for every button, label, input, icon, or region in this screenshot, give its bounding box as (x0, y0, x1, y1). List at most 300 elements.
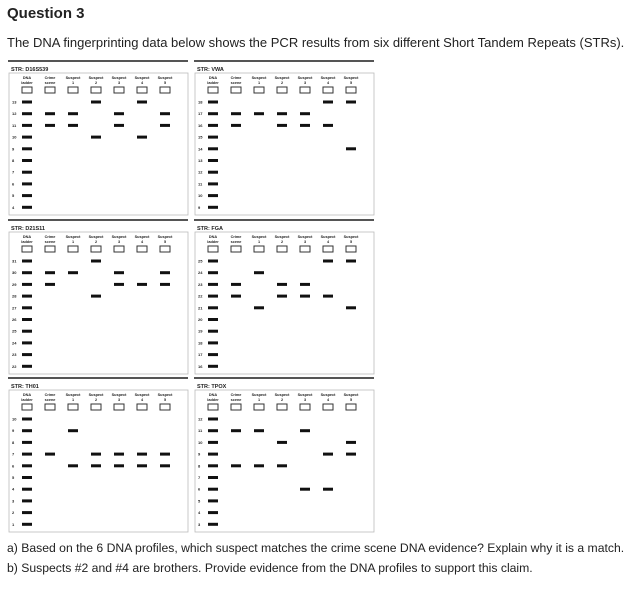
column-header: scene (230, 81, 242, 85)
ladder-band (208, 330, 218, 333)
sample-band (91, 260, 101, 263)
column-header: 5 (349, 398, 353, 402)
ladder-band (208, 429, 218, 432)
gel-well (254, 404, 264, 410)
column-header: Crime (44, 235, 56, 239)
question-a: a) Based on the 6 DNA profiles, which suspect matches the crime scene DNA evidence? Explain why it is a match. (7, 541, 625, 555)
ladder-band (22, 353, 32, 356)
ladder-band (208, 124, 218, 127)
column-header: 1 (257, 81, 261, 85)
column-header: Suspect (320, 235, 336, 239)
ladder-size-label: 17 (198, 111, 203, 117)
ladder-band (22, 488, 32, 491)
sample-band (231, 429, 241, 432)
sample-band (137, 136, 147, 139)
sample-band (277, 283, 287, 286)
gel-well (208, 404, 218, 410)
column-header: 2 (280, 398, 284, 402)
column-header: Suspect (134, 393, 150, 397)
panel-frame (9, 73, 188, 215)
panel-title: STR: VWA (197, 67, 224, 73)
sample-band (137, 453, 147, 456)
column-header: 4 (326, 398, 330, 402)
sample-band (114, 464, 124, 467)
ladder-band (208, 136, 218, 139)
ladder-size-label: 7 (198, 475, 201, 480)
sample-band (346, 101, 356, 104)
column-header: ladder (207, 240, 219, 244)
sample-band (68, 271, 78, 274)
sample-band (160, 453, 170, 456)
ladder-size-label: 13 (12, 99, 17, 105)
gel-well (277, 246, 287, 252)
gel-well (114, 87, 124, 93)
gel-well (231, 246, 241, 252)
column-header: 3 (303, 81, 307, 85)
sample-band (160, 464, 170, 467)
panel-title: STR: FGA (197, 226, 223, 232)
ladder-size-label: 11 (198, 428, 203, 434)
gel-well (91, 246, 101, 252)
ladder-size-label: 14 (198, 146, 203, 152)
panel-title: STR: D21S11 (11, 226, 45, 232)
column-header: Suspect (88, 235, 104, 239)
sample-band (160, 283, 170, 286)
sample-band (45, 271, 55, 274)
column-header: Suspect (251, 393, 267, 397)
gel-well (323, 246, 333, 252)
column-header: 2 (94, 398, 98, 402)
sample-band (277, 464, 287, 467)
ladder-size-label: 6 (12, 181, 15, 187)
ladder-size-label: 25 (12, 328, 17, 334)
gel-panel (8, 378, 188, 532)
ladder-band (208, 464, 218, 467)
ladder-band (208, 353, 218, 356)
ladder-band (208, 159, 218, 162)
column-header: 1 (71, 240, 75, 244)
gel-well (68, 87, 78, 93)
ladder-band (22, 429, 32, 432)
gel-well (208, 246, 218, 252)
ladder-band (22, 318, 32, 321)
ladder-size-label: 13 (198, 158, 203, 163)
ladder-size-label: 7 (12, 169, 15, 175)
column-header: 2 (280, 240, 284, 244)
column-header: 3 (117, 240, 121, 244)
column-header: Suspect (251, 76, 267, 80)
column-header: 2 (280, 81, 284, 85)
gel-well (323, 404, 333, 410)
column-header: 5 (163, 81, 167, 85)
gel-well (323, 87, 333, 93)
ladder-band (208, 418, 218, 421)
gel-well (346, 404, 356, 410)
ladder-size-label: 12 (12, 111, 17, 117)
gel-well (277, 87, 287, 93)
gel-well (22, 246, 32, 252)
gel-panel (194, 220, 374, 374)
ladder-band (22, 159, 32, 162)
gel-well (137, 246, 147, 252)
sample-band (300, 112, 310, 115)
ladder-band (22, 476, 32, 479)
ladder-band (22, 271, 32, 274)
ladder-size-label: 3 (12, 498, 15, 504)
sample-band (346, 441, 356, 444)
gel-well (114, 246, 124, 252)
ladder-band (208, 295, 218, 298)
column-header: 4 (326, 81, 330, 85)
column-header: Suspect (343, 235, 359, 239)
column-header: Suspect (157, 76, 173, 80)
sample-band (231, 124, 241, 127)
column-header: 4 (326, 240, 330, 244)
ladder-band (22, 453, 32, 456)
ladder-size-label: 6 (12, 463, 15, 469)
column-header: DNA (22, 76, 32, 80)
ladder-band (208, 101, 218, 104)
column-header: 1 (257, 240, 261, 244)
sample-band (45, 112, 55, 115)
column-header: 4 (140, 240, 144, 244)
sample-band (254, 429, 264, 432)
ladder-band (208, 499, 218, 502)
ladder-size-label: 15 (198, 134, 203, 140)
ladder-band (208, 260, 218, 263)
column-header: Suspect (65, 76, 81, 80)
ladder-size-label: 2 (12, 510, 15, 516)
ladder-size-label: 5 (198, 498, 201, 504)
ladder-size-label: 5 (12, 475, 15, 480)
ladder-size-label: 28 (12, 293, 17, 299)
ladder-band (208, 318, 218, 321)
ladder-band (22, 260, 32, 263)
sample-band (137, 283, 147, 286)
column-header: Suspect (134, 76, 150, 80)
gel-well (160, 87, 170, 93)
column-header: scene (44, 81, 56, 85)
column-header: Suspect (297, 393, 313, 397)
ladder-band (22, 365, 32, 368)
sample-band (68, 112, 78, 115)
column-header: ladder (21, 398, 33, 402)
column-header: 1 (257, 398, 261, 402)
gel-well (68, 246, 78, 252)
column-header: Crime (44, 76, 56, 80)
sample-band (68, 429, 78, 432)
column-header: 3 (303, 398, 307, 402)
sample-band (323, 124, 333, 127)
ladder-band (208, 171, 218, 174)
sample-band (68, 464, 78, 467)
column-header: 1 (71, 81, 75, 85)
panel-frame (195, 73, 374, 215)
ladder-size-label: 19 (198, 328, 203, 334)
ladder-size-label: 20 (198, 317, 203, 322)
ladder-size-label: 10 (12, 134, 17, 140)
gel-well (160, 404, 170, 410)
column-header: 5 (163, 240, 167, 244)
column-header: 3 (117, 398, 121, 402)
column-header: Suspect (88, 76, 104, 80)
gel-well (114, 404, 124, 410)
column-header: Suspect (320, 76, 336, 80)
sample-band (254, 112, 264, 115)
ladder-size-label: 1 (12, 521, 15, 527)
sample-band (346, 453, 356, 456)
column-header: Crime (230, 393, 242, 397)
ladder-size-label: 17 (198, 352, 203, 358)
ladder-band (208, 147, 218, 150)
column-header: DNA (208, 76, 218, 80)
panel-title: STR: TPOX (197, 384, 227, 390)
ladder-size-label: 4 (12, 204, 15, 210)
sample-band (323, 260, 333, 263)
sample-band (160, 124, 170, 127)
ladder-size-label: 23 (12, 352, 17, 358)
ladder-band (22, 112, 32, 115)
gel-well (45, 87, 55, 93)
sample-band (160, 112, 170, 115)
column-header: Suspect (274, 393, 290, 397)
sample-band (277, 112, 287, 115)
ladder-band (208, 206, 218, 209)
gel-panel (8, 220, 188, 374)
gel-well (300, 404, 310, 410)
gel-well (22, 87, 32, 93)
ladder-band (22, 194, 32, 197)
sample-band (137, 101, 147, 104)
column-header: ladder (207, 398, 219, 402)
sample-band (91, 295, 101, 298)
column-header: Suspect (274, 76, 290, 80)
ladder-band (22, 441, 32, 444)
sample-band (114, 124, 124, 127)
sample-band (231, 464, 241, 467)
ladder-band (22, 283, 32, 286)
gel-well (346, 246, 356, 252)
gel-well (91, 87, 101, 93)
ladder-band (22, 341, 32, 344)
column-header: Suspect (343, 393, 359, 397)
column-header: DNA (22, 393, 32, 397)
ladder-band (22, 330, 32, 333)
ladder-size-label: 10 (198, 193, 203, 199)
column-header: scene (44, 240, 56, 244)
ladder-size-label: 3 (198, 521, 201, 527)
column-header: Suspect (320, 393, 336, 397)
ladder-band (22, 206, 32, 209)
sample-band (277, 124, 287, 127)
gel-panel (194, 61, 374, 215)
column-header: scene (44, 398, 56, 402)
ladder-size-label: 9 (198, 451, 201, 457)
gel-well (22, 404, 32, 410)
sample-band (231, 283, 241, 286)
column-header: 4 (140, 81, 144, 85)
ladder-size-label: 22 (198, 293, 203, 299)
ladder-band (22, 182, 32, 185)
sample-band (91, 136, 101, 139)
sample-band (91, 101, 101, 104)
ladder-band (208, 511, 218, 514)
ladder-band (208, 306, 218, 309)
sample-band (254, 306, 264, 309)
column-header: ladder (21, 81, 33, 85)
ladder-size-label: 21 (198, 305, 203, 311)
ladder-size-label: 6 (198, 486, 201, 492)
ladder-size-label: 16 (198, 122, 203, 128)
panel-title: STR: D16S539 (11, 67, 49, 73)
column-header: DNA (208, 235, 218, 239)
sample-band (114, 283, 124, 286)
ladder-size-label: 26 (12, 317, 17, 322)
ladder-size-label: 5 (12, 193, 15, 199)
gel-well (208, 87, 218, 93)
column-header: Suspect (157, 393, 173, 397)
ladder-band (208, 441, 218, 444)
gel-well (231, 404, 241, 410)
column-header: Suspect (297, 76, 313, 80)
ladder-band (208, 182, 218, 185)
column-header: Suspect (65, 235, 81, 239)
column-header: scene (230, 240, 242, 244)
gel-well (91, 404, 101, 410)
ladder-size-label: 4 (198, 510, 201, 516)
ladder-size-label: 22 (12, 363, 17, 369)
column-header: ladder (207, 81, 219, 85)
sample-band (45, 453, 55, 456)
ladder-band (208, 523, 218, 526)
column-header: 5 (163, 398, 167, 402)
column-header: Crime (230, 76, 242, 80)
column-header: DNA (208, 393, 218, 397)
sample-band (91, 453, 101, 456)
sample-band (323, 453, 333, 456)
ladder-size-label: 11 (198, 181, 203, 187)
sample-band (91, 464, 101, 467)
ladder-band (22, 101, 32, 104)
column-header: Crime (230, 235, 242, 239)
ladder-size-label: 7 (12, 451, 15, 457)
sample-band (114, 453, 124, 456)
column-header: Suspect (111, 393, 127, 397)
column-header: 3 (303, 240, 307, 244)
ladder-band (208, 194, 218, 197)
panel-frame (195, 232, 374, 374)
sample-band (277, 295, 287, 298)
sample-band (300, 488, 310, 491)
sample-band (323, 295, 333, 298)
sample-band (346, 306, 356, 309)
column-header: 2 (94, 81, 98, 85)
ladder-band (22, 523, 32, 526)
ladder-size-label: 9 (12, 146, 15, 152)
column-header: 2 (94, 240, 98, 244)
ladder-size-label: 8 (198, 463, 201, 469)
ladder-size-label: 27 (12, 305, 17, 311)
ladder-size-label: 30 (12, 270, 17, 276)
ladder-band (208, 365, 218, 368)
gel-well (277, 404, 287, 410)
ladder-size-label: 31 (12, 258, 17, 264)
sample-band (300, 283, 310, 286)
sample-band (231, 112, 241, 115)
sample-band (68, 124, 78, 127)
column-header: 4 (140, 398, 144, 402)
gel-well (45, 246, 55, 252)
gel-well (254, 87, 264, 93)
column-header: Suspect (134, 235, 150, 239)
ladder-size-label: 9 (12, 428, 15, 434)
sample-band (114, 271, 124, 274)
column-header: Suspect (65, 393, 81, 397)
gel-well (346, 87, 356, 93)
sample-band (300, 429, 310, 432)
column-header: Suspect (111, 235, 127, 239)
column-header: DNA (22, 235, 32, 239)
column-header: Suspect (157, 235, 173, 239)
ladder-size-label: 10 (198, 439, 203, 445)
question-intro: The DNA fingerprinting data below shows the PCR results from six different Short Tandem Repeats (STRs). (7, 35, 625, 50)
ladder-band (208, 283, 218, 286)
ladder-size-label: 29 (12, 281, 17, 287)
sample-band (323, 488, 333, 491)
column-header: Suspect (274, 235, 290, 239)
sample-band (300, 295, 310, 298)
ladder-size-label: 18 (198, 340, 203, 346)
question-b: b) Suspects #2 and #4 are brothers. Provide evidence from the DNA profiles to support this claim. (7, 561, 533, 575)
column-header: 3 (117, 81, 121, 85)
sample-band (300, 124, 310, 127)
ladder-band (208, 488, 218, 491)
ladder-band (22, 295, 32, 298)
sample-band (346, 260, 356, 263)
ladder-size-label: 24 (198, 270, 203, 276)
panel-frame (9, 390, 188, 532)
question-title: Question 3 (7, 5, 85, 22)
gel-well (137, 87, 147, 93)
ladder-size-label: 4 (12, 486, 15, 492)
gel-panel (194, 378, 374, 532)
gel-panel (8, 61, 188, 215)
ladder-band (22, 464, 32, 467)
ladder-band (22, 511, 32, 514)
column-header: Suspect (297, 235, 313, 239)
ladder-band (22, 499, 32, 502)
column-header: 1 (71, 398, 75, 402)
ladder-band (22, 124, 32, 127)
ladder-size-label: 18 (198, 99, 203, 105)
ladder-size-label: 23 (198, 281, 203, 287)
gel-well (137, 404, 147, 410)
ladder-band (208, 476, 218, 479)
ladder-band (22, 306, 32, 309)
ladder-band (22, 418, 32, 421)
ladder-band (22, 136, 32, 139)
ladder-size-label: 16 (198, 363, 203, 369)
ladder-size-label: 10 (12, 416, 17, 422)
panel-frame (195, 390, 374, 532)
ladder-size-label: 24 (12, 340, 17, 346)
sample-band (137, 464, 147, 467)
gel-well (45, 404, 55, 410)
ladder-size-label: 9 (198, 204, 201, 210)
gel-well (231, 87, 241, 93)
gel-well (160, 246, 170, 252)
ladder-size-label: 12 (198, 416, 203, 422)
